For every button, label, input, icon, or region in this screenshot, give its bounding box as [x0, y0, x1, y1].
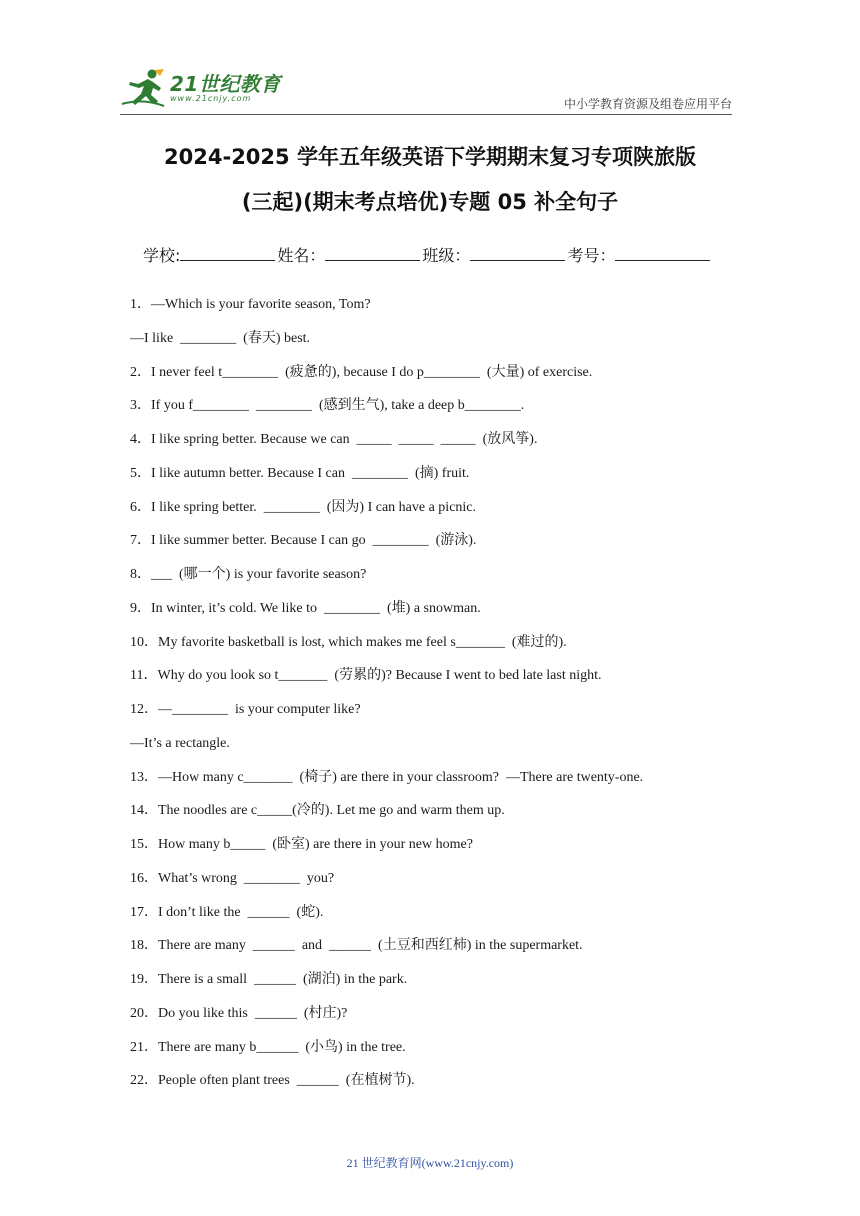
- logo-text: 21世纪教育: [170, 71, 281, 96]
- question-line: 16．What’s wrong ________ you?: [130, 870, 335, 886]
- student-info-line: [143, 243, 712, 266]
- school-label: 学校:: [143, 246, 181, 265]
- school-blank[interactable]: [180, 246, 275, 261]
- question-list: [130, 293, 750, 1103]
- question-line: 19．There is a small ______ (湖泊) in the park.: [130, 972, 408, 987]
- question-line: 4．I like spring better. Because we can _____ _____ _____ (放风筝).: [130, 432, 538, 447]
- question-line: 3．If you f________ ________ (感到生气), take a deep b________.: [130, 398, 525, 414]
- name-blank[interactable]: [325, 246, 420, 261]
- question-line: 18．There are many ______ and ______ (土豆和西红柿) in the supermarket.: [130, 938, 583, 954]
- question-line: —I like ________ (春天) best.: [130, 330, 311, 346]
- question-line: 21．There are many b______ (小鸟) in the tree.: [130, 1039, 406, 1055]
- page-title-line1: 2024-2025 学年五年级英语下学期期末复习专项陕旅版: [164, 145, 696, 169]
- question-line: —It’s a rectangle.: [130, 735, 230, 751]
- question-line: 9．In winter, it’s cold. We like to ________ (堆) a snowman.: [130, 600, 481, 616]
- question-line: 7．I like summer better. Because I can go ________ (游泳).: [130, 533, 477, 549]
- question-line: 6．I like spring better. ________ (因为) I can have a picnic.: [130, 499, 477, 515]
- question-line: 1．—Which is your favorite season, Tom?: [130, 297, 371, 312]
- question-line: 5．I like autumn better. Because I can ________ (摘) fruit.: [130, 465, 470, 481]
- header-tagline: 中小学教育资源及组卷应用平台: [563, 97, 732, 111]
- logo: [120, 68, 281, 108]
- question-line: 13．—How many c_______ (椅子) are there in your classroom? —There are twenty-one.: [130, 769, 644, 785]
- page-header: [120, 64, 732, 114]
- name-label: 姓名：: [277, 246, 326, 265]
- page-title-line2: (三起)(期末考点培优)专题 05 补全句子: [241, 190, 619, 214]
- question-line: 15．How many b_____ (卧室) are there in your new home?: [130, 837, 473, 852]
- question-line: 8．___ (哪一个) is your favorite season?: [130, 567, 367, 582]
- header-divider: [120, 114, 732, 115]
- question-line: 10．My favorite basketball is lost, which makes me feel s_______ (难过的).: [130, 634, 567, 650]
- class-label: 班级：: [422, 246, 471, 265]
- question-line: 12．—________ is your computer like?: [130, 702, 361, 717]
- question-line: 11．Why do you look so t_______ (劳累的)? Because I went to bed late last night.: [130, 668, 602, 684]
- class-blank[interactable]: [470, 246, 565, 261]
- question-line: 22．People often plant trees ______ (在植树节).: [130, 1073, 415, 1089]
- number-label: 考号：: [567, 246, 616, 265]
- question-line: 2．I never feel t________ (疲惫的), because I do p________ (大量) of exercise.: [130, 364, 593, 380]
- number-blank[interactable]: [615, 246, 710, 261]
- page-footer[interactable]: 21 世纪教育网(www.21cnjy.com): [346, 1156, 514, 1170]
- question-line: 20．Do you like this ______ (村庄)?: [130, 1005, 348, 1021]
- running-figure-icon: [120, 68, 166, 108]
- question-line: 14．The noodles are c_____(冷的). Let me go and warm them up.: [130, 803, 505, 819]
- logo-url: www.21cnjy.com: [170, 93, 252, 103]
- question-line: 17．I don’t like the ______ (蛇).: [130, 904, 324, 920]
